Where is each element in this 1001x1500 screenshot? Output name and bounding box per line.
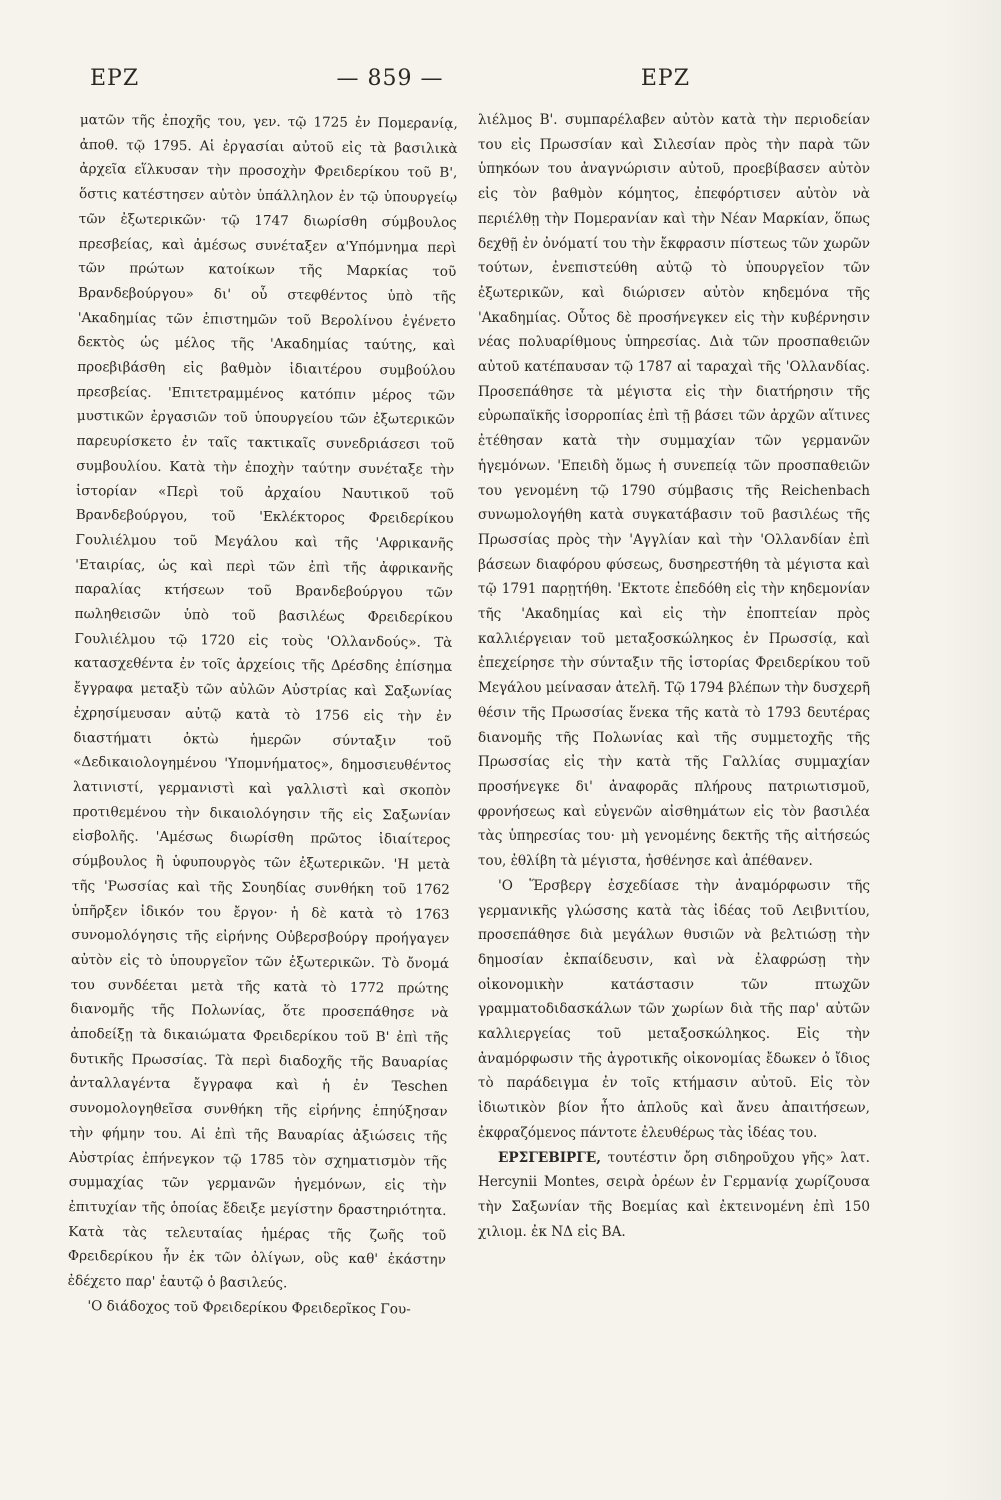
header-right-word: ΕΡΖ bbox=[640, 65, 690, 91]
entry-headword: ΕΡΣΓΕΒΙΡΓΕ, bbox=[498, 1149, 602, 1166]
page-edge-shadow bbox=[941, 0, 1001, 1500]
page-number: — 859 — bbox=[336, 65, 444, 91]
left-column bbox=[67, 108, 458, 1322]
left-column-paragraph-1: ματῶν τῆς ἐποχῆς του, γεν. τῷ 1725 ἐν Πομερανίᾳ, ἀποθ. τῷ 1795. Αἱ ἐργασίαι αὐτοῦ εἰς τὰ βασιλικὰ ἀρχεῖα εἵλκυσαν τὴν προσοχὴν Φρειδερίκου τοῦ Β', ὅστις κατέστησεν αὐτὸν ὑπάλληλον ἐν τῷ ὑπουργείῳ τῶν ἐξωτερικῶν· τῷ 1747 διωρίσθη σύμβουλος πρεσβείας, καὶ ἀμέσως συνέταξεν α'Υπόμνημα περὶ τῶν πρώτων κατοίκων τῆς Μαρκίας τοῦ Βρανδεβούργου» δι' οὗ στεφθέντος ὑπὸ τῆς 'Ακαδημίας τῶν ἐπιστημῶν τοῦ Βερολίνου ἐγένετο δεκτὸς ὡς μέλος τῆς 'Ακαδημίας ταύτης, καὶ προεβιβάσθη εἰς βαθμὸν ἰδιαιτέρου συμβούλου πρεσβείας. 'Επιτετραμμένος κατόπιν μέρος τῶν μυστικῶν ἐργασιῶν τοῦ ὑπουργείου τῶν ἐξωτερικῶν παρευρίσκετο ἐν ταῖς τακτικαῖς συνεδριάσεσι τοῦ συμβουλίου. Κατὰ τὴν ἐποχὴν ταύτην συνέταξε τὴν ἱστορίαν «Περὶ τοῦ ἀρχαίου Ναυτικοῦ τοῦ Βρανδεβούργου, τοῦ 'Εκλέκτορος Φρειδερίκου Γουλιέλμου τοῦ Μεγάλου καὶ τῆς 'Αφρικανῆς 'Εταιρίας, ὡς καὶ περὶ τῶν ἐπὶ τῆς ἀφρικανῆς παραλίας κτήσεων τοῦ Βρανδεβούργου τῶν πωληθεισῶν ὑπὸ τοῦ βασιλέως Φρειδερίκου Γουλιέλμου τῷ 1720 εἰς τοὺς 'Ολλανδούς». Τὰ κατασχεθέντα ἐν τοῖς ἀρχείοις τῆς Δρέσδης ἐπίσημα ἔγγραφα μεταξὺ τῶν αὐλῶν Αὐστρίας καὶ Σαξωνίας ἐχρησίμευσαν αὐτῷ κατὰ τὸ 1756 εἰς τὴν ἐν διαστήματι ὀκτὼ ἡμερῶν σύνταξιν τοῦ «Δεδικαιολογημένου 'Υπομνήματος», δημοσιευθέντος λατινιστί, γερμανιστὶ καὶ γαλλιστὶ καὶ σκοπὸν προτιθεμένου τὴν δικαιολόγησιν τῆς εἰς Σαξωνίαν εἰσβολῆς. 'Αμέσως διωρίσθη πρῶτος ἰδιαίτερος σύμβουλος ἢ ὑφυπουργὸς τῶν ἐξωτερικῶν. 'Η μετὰ τῆς 'Ρωσσίας καὶ τῆς Σουηδίας συνθήκη τοῦ 1762 ὑπῆρξεν ἰδικόν του ἔργον· ἡ δὲ κατὰ τὸ 1763 συνομολόγησις τῆς εἰρήνης Οὐβερσβούργ προήγαγεν αὐτὸν εἰς τὸ ὑπουργεῖον τῶν ἐξωτερικῶν. Τὸ ὄνομά του συνδέεται μετὰ τῆς κατὰ τὸ 1772 πρώτης διανομῆς τῆς Πολωνίας, ὅτε προσεπάθησε νὰ ἀποδείξῃ τὰ δικαιώματα Φρειδερίκου τοῦ Β' ἐπὶ τῆς δυτικῆς Πρωσσίας. Τὰ περὶ διαδοχῆς τῆς Βαυαρίας ἀνταλλαγέντα ἔγγραφα καὶ ἡ ἐν Teschen συνομολογηθεῖσα συνθήκη τῆς εἰρήνης ἐπηύξησαν τὴν φήμην του. Αἱ ἐπὶ τῆς Βαυαρίας ἀξιώσεις τῆς Αὐστρίας ἐπήνεγκον τῷ 1785 τὸν σχηματισμὸν τῆς συμμαχίας τῶν γερμανῶν ἡγεμόνων, εἰς τὴν ἐπιτυχίαν τῆς ὁποίας ἔδειξε μεγίστην δραστηριότητα. Κατὰ τὰς τελευταίας ἡμέρας τῆς ζωῆς τοῦ Φρειδερίκου ἦν ἐκ τῶν ὀλίγων, οὓς καθ' ἑκάστην ἐδέχετο παρ' ἑαυτῷ ὁ βασιλεύς. bbox=[67, 111, 458, 1292]
right-column-paragraph-1: λιέλμος Β'. συμπαρέλαβεν αὐτὸν κατὰ τὴν περιοδείαν του εἰς Πρωσσίαν καὶ Σιλεσίαν πρὸς τὴν παρὰ τῶν ὑπηκόων του ἀναγνώρισιν αὐτοῦ, προεβίβασεν αὐτὸν εἰς τὸν βαθμὸν κόμητος, ἐπεφόρτισεν αὐτὸν νὰ περιέλθῃ τὴν Πομερανίαν καὶ τὴν Νέαν Μαρκίαν, ὅπως δεχθῇ ἐν ὀνόματί του τὴν ἔκφρασιν πίστεως τῶν χωρῶν τούτων, ἐνεπιστεύθη αὐτῷ τὸ ὑπουργεῖον τῶν ἐξωτερικῶν, καὶ διώρισεν αὐτὸν κηδεμόνα τῆς 'Ακαδημίας. Οὗτος δὲ προσήνεγκεν εἰς τὴν κυβέρνησιν νέας πολυαρίθμους ὑπηρεσίας. Διὰ τῶν προσπαθειῶν αὐτοῦ κατέπαυσαν τῷ 1787 αἱ ταραχαὶ τῆς 'Ολλανδίας. Προσεπάθησε τὰ μέγιστα εἰς τὴν διατήρησιν τῆς εὐρωπαϊκῆς ἰσορροπίας ἐπὶ τῇ βάσει τῶν ἀρχῶν αἵτινες ἐτέθησαν κατὰ τὴν συμμαχίαν τῶν γερμανῶν ἡγεμόνων. 'Επειδὴ ὅμως ἡ συνεπείᾳ τῶν προσπαθειῶν του γενομένη τῷ 1790 σύμβασις τῆς Reichenbach συνωμολογήθη κατὰ συγκατάβασιν τοῦ βασιλέως τῆς Πρωσσίας πρὸς τὴν 'Αγγλίαν καὶ τὴν 'Ολλανδίαν ἐπὶ βάσεων διαφόρου φύσεως, δυσηρεστήθη τὰ μέγιστα καὶ τῷ 1791 παρῃτήθη. 'Εκτοτε ἐπεδόθη εἰς τὴν κηδεμονίαν τῆς 'Ακαδημίας καὶ εἰς τὴν ἐποπτείαν πρὸς καλλιέργειαν τοῦ μεταξοσκώληκος ἐν Πρωσσίᾳ, καὶ ἐπεχείρησε τὴν σύνταξιν τῆς ἱστορίας Φρειδερίκου τοῦ Μεγάλου μείνασαν ἀτελῆ. Τῷ 1794 βλέπων τὴν δυσχερῆ θέσιν τῆς Πρωσσίας ἕνεκα τῆς κατὰ τὸ 1793 δευτέρας διανομῆς τῆς Πολωνίας καὶ τῆς συμμετοχῆς τῆς Πρωσσίας εἰς τὴν κατὰ τῆς Γαλλίας συμμαχίαν προσήνεγκε δι' ἀναφορᾶς πλήρους πατριωτισμοῦ, φρονήσεως καὶ εὐγενῶν αἰσθημάτων εἰς τὸν βασιλέα τὰς ὑπηρεσίας του· μὴ γενομένης δεκτῆς τῆς αἰτήσεώς του, ἐθλίβη τὰ μέγιστα, ἠσθένησε καὶ ἀπέθανεν. bbox=[478, 112, 870, 870]
entry-definition: τουτέστιν ὄρη σιδηροῦχου γῆς» λατ. Hercynii Montes, σειρὰ ὀρέων ἐν Γερμανίᾳ χωρίζουσα τὴν Σαξωνίαν τῆς Βοεμίας καὶ ἐκτεινομένη ἐπὶ 150 χιλιομ. ἐκ ΝΔ εἰς ΒΑ. bbox=[478, 1149, 870, 1240]
header-left-word: ΕΡΖ bbox=[90, 65, 140, 91]
dictionary-entry bbox=[478, 1146, 870, 1245]
right-column-paragraph-2: 'Ο Ἕρσβεργ ἐσχεδίασε τὴν ἀναμόρφωσιν τῆς γερμανικῆς γλώσσης κατὰ τὰς ἰδέας τοῦ Λειβνιτίου, προσεπάθησε διὰ μεγάλων θυσιῶν νὰ βελτιώσῃ τὴν δημοσίαν ἐκπαίδευσιν, καὶ νὰ ἐλαφρώσῃ τὴν οἰκονομικὴν κατάστασιν τῶν πτωχῶν γραμματοδιδασκάλων τῶν χωρίων διὰ τῆς παρ' αὐτῶν καλλιεργείας τοῦ μεταξοσκώληκος. Εἰς τὴν ἀναμόρφωσιν τῆς ἀγροτικῆς οἰκονομίας ἔδωκεν ὁ ἴδιος τὸ παράδειγμα ἐν τοῖς κτήμασιν αὐτοῦ. Εἰς τὸν ἰδιωτικὸν βίον ἦτο ἁπλοῦς καὶ ἄνευ ἀπαιτήσεων, ἐκφραζόμενος πάντοτε ἐλευθέρως τὰς ἰδέας του. bbox=[478, 877, 870, 1141]
left-column-paragraph-2: 'Ο διάδοχος τοῦ Φρειδερίκου Φρειδερῖκος Γου- bbox=[87, 1297, 411, 1318]
right-column bbox=[478, 108, 870, 1244]
running-header bbox=[90, 60, 690, 96]
